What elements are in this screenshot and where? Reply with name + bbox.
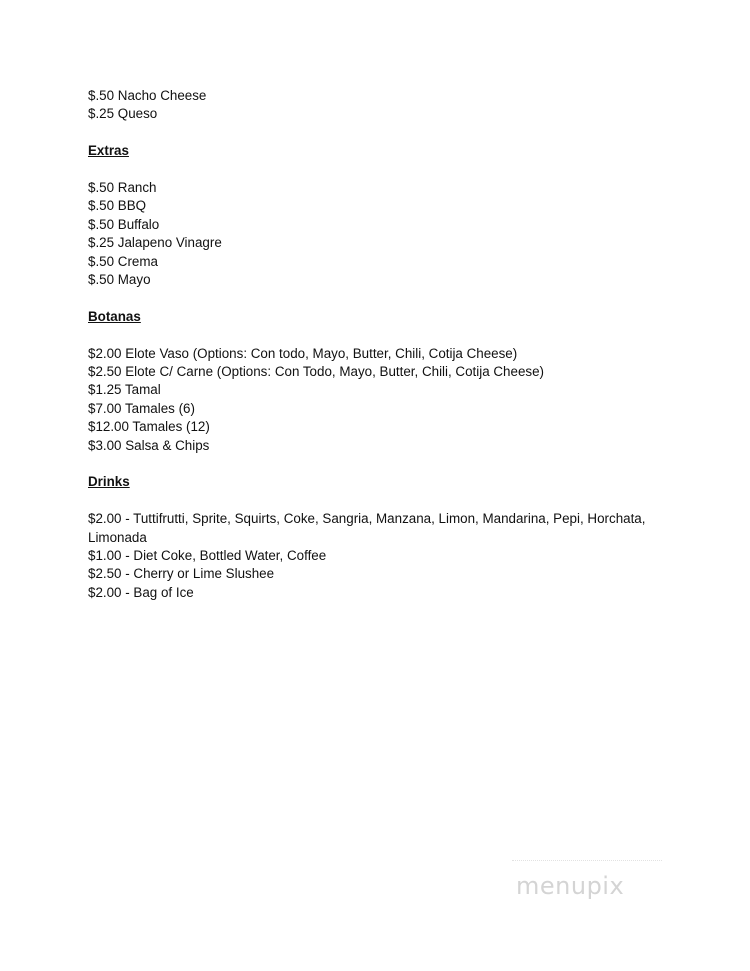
list-item: $2.50 Elote C/ Carne (Options: Con Todo, Mayo, Butter, Chili, Cotija Cheese) [88, 364, 545, 380]
list-item: $3.00 Salsa & Chips [88, 437, 210, 453]
list-item: $2.00 Elote Vaso (Options: Con todo, Mayo, Butter, Chili, Cotija Cheese) [88, 345, 518, 361]
list-item: $7.00 Tamales (6) [88, 400, 195, 416]
list-item: $2.50 - Cherry or Lime Slushee [88, 566, 275, 582]
menu-page [88, 87, 688, 602]
sauces-list [88, 87, 688, 124]
list-item: $.25 Queso [88, 106, 158, 122]
botanas-heading: Botanas [88, 308, 141, 324]
watermark-logo: menupix [516, 872, 625, 900]
list-item: $.50 BBQ [88, 198, 147, 214]
extras-list [88, 179, 688, 289]
list-item: $2.00 - Bag of Ice [88, 584, 194, 600]
menupix-watermark [512, 858, 662, 908]
list-item: $.50 Mayo [88, 272, 151, 288]
drinks-heading: Drinks [88, 474, 130, 490]
botanas-list [88, 345, 688, 455]
list-item: $.50 Nacho Cheese [88, 88, 207, 103]
list-item: $.50 Buffalo [88, 216, 160, 232]
watermark-divider [512, 860, 662, 861]
drinks-list [88, 510, 688, 602]
list-item: $.50 Ranch [88, 180, 157, 195]
list-item: $1.25 Tamal [88, 382, 161, 398]
list-item: $2.00 - Tuttifrutti, Sprite, Squirts, Coke, Sangria, Manzana, Limon, Mandarina, Pepi, Horchata, Limonada [88, 511, 646, 545]
extras-heading: Extras [88, 143, 129, 159]
list-item: $1.00 - Diet Coke, Bottled Water, Coffee [88, 548, 327, 564]
list-item: $.25 Jalapeno Vinagre [88, 235, 222, 251]
list-item: $.50 Crema [88, 253, 158, 269]
list-item: $12.00 Tamales (12) [88, 419, 210, 435]
